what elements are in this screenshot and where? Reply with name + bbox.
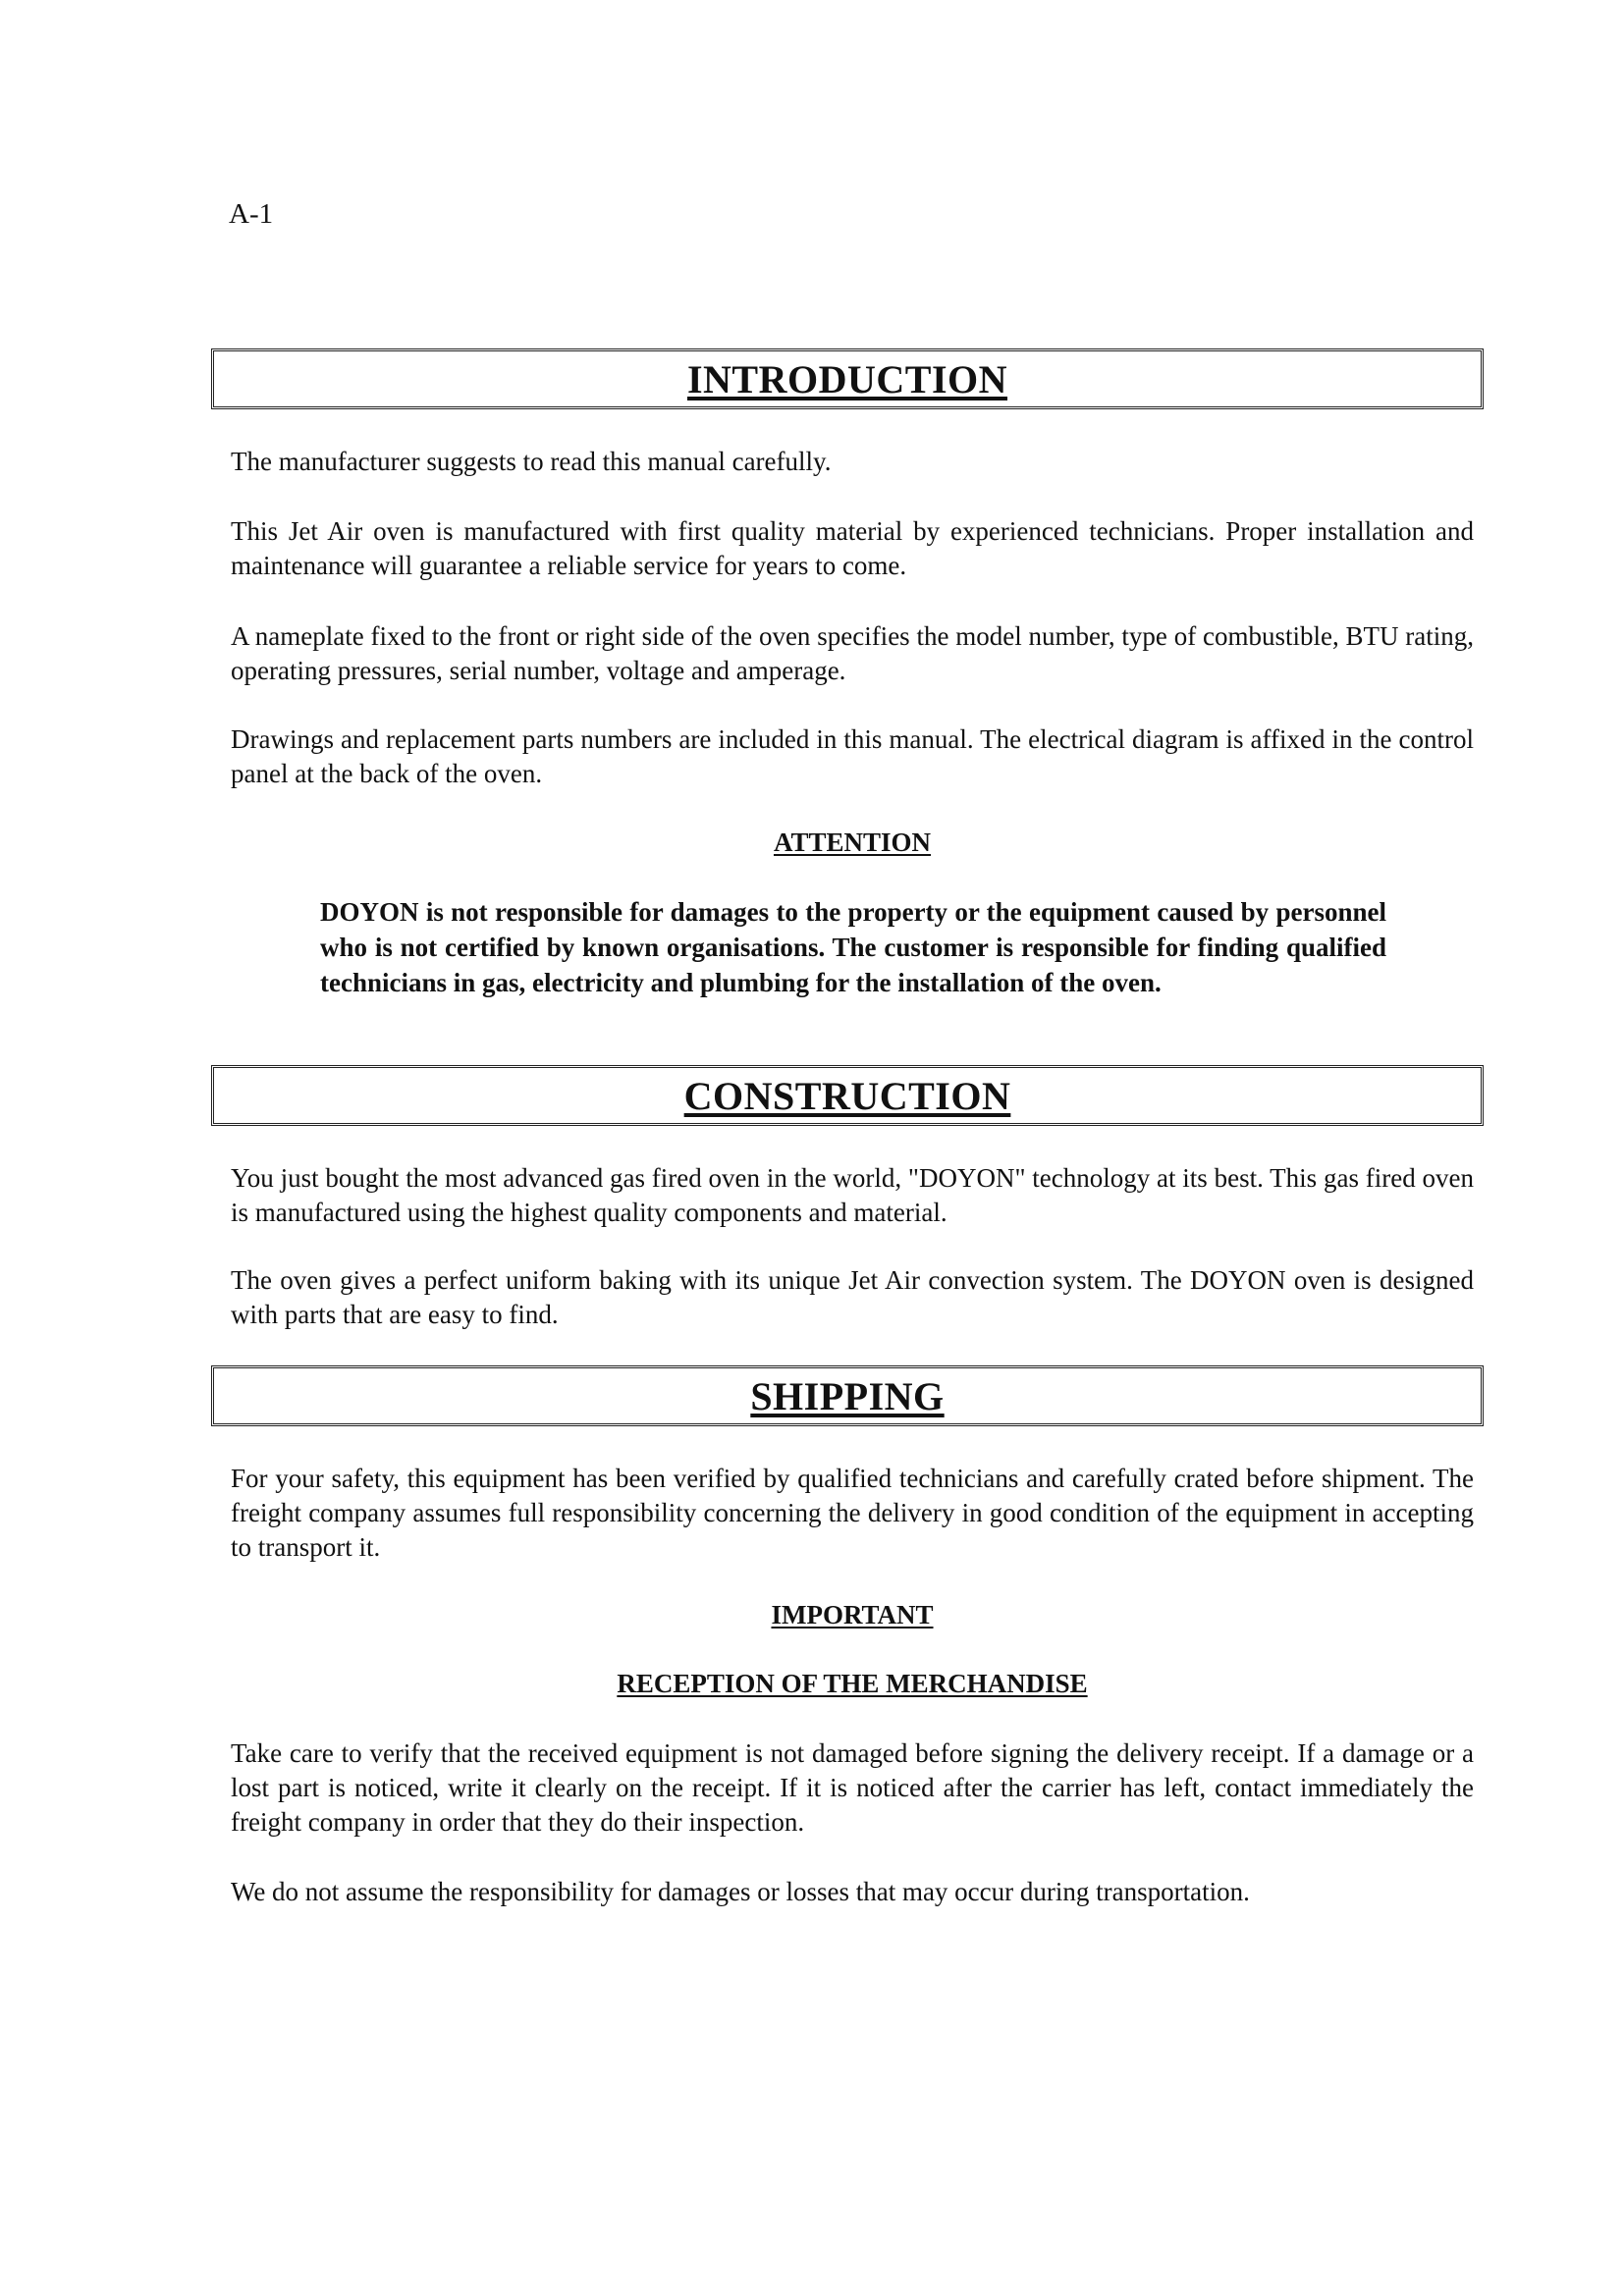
shipping-heading: SHIPPING [750, 1373, 945, 1418]
introduction-heading: INTRODUCTION [686, 356, 1008, 401]
intro-paragraph-1: The manufacturer suggests to read this manual carefully. [231, 447, 832, 476]
construction-heading-box [211, 1065, 1484, 1126]
intro-paragraph-3: A nameplate fixed to the front or right side of the oven specifies the model number, type of combustible, BTU rating, operating pressures, serial number, voltage and amperage. [231, 621, 1474, 685]
attention-warning: DOYON is not responsible for damages to the property or the equipment caused by personnel who is not certified by known organisations. The customer is responsible for finding qualified technicians in gas, electricity and plumbing for the installation of the oven. [320, 897, 1386, 997]
attention-heading: ATTENTION [773, 828, 932, 857]
important-heading: IMPORTANT [771, 1600, 934, 1629]
intro-paragraph-4: Drawings and replacement parts numbers are included in this manual. The electrical diagram is affixed in the control panel at the back of the oven. [231, 724, 1474, 788]
page-number: A-1 [229, 198, 274, 230]
construction-paragraph-1: You just bought the most advanced gas fired oven in the world, "DOYON" technology at its best. This gas fired oven is manufactured using the highest quality components and material. [231, 1163, 1474, 1227]
shipping-heading-box [211, 1365, 1484, 1426]
construction-heading: CONSTRUCTION [683, 1073, 1011, 1118]
introduction-heading-box [211, 348, 1484, 409]
intro-paragraph-2: This Jet Air oven is manufactured with first quality material by experienced technicians. Proper installation and maintenance will guarantee a reliable service for years to come. [231, 516, 1474, 580]
construction-paragraph-2: The oven gives a perfect uniform baking with its unique Jet Air convection system. The DOYON oven is designed with parts that are easy to find. [231, 1265, 1474, 1329]
reception-paragraph-2: We do not assume the responsibility for damages or losses that may occur during transportation. [231, 1877, 1250, 1906]
reception-paragraph-1: Take care to verify that the received equipment is not damaged before signing the delivery receipt. If a damage or a lost part is noticed, write it clearly on the receipt. If it is noticed after the carrier has left, contact immediately the freight company in order that they do their inspection. [231, 1738, 1474, 1837]
shipping-paragraph-1: For your safety, this equipment has been verified by qualified technicians and carefully crated before shipment. The freight company assumes full responsibility concerning the delivery in good condition of the equipment in accepting to transport it. [231, 1464, 1474, 1562]
reception-heading: RECEPTION OF THE MERCHANDISE [617, 1669, 1088, 1698]
